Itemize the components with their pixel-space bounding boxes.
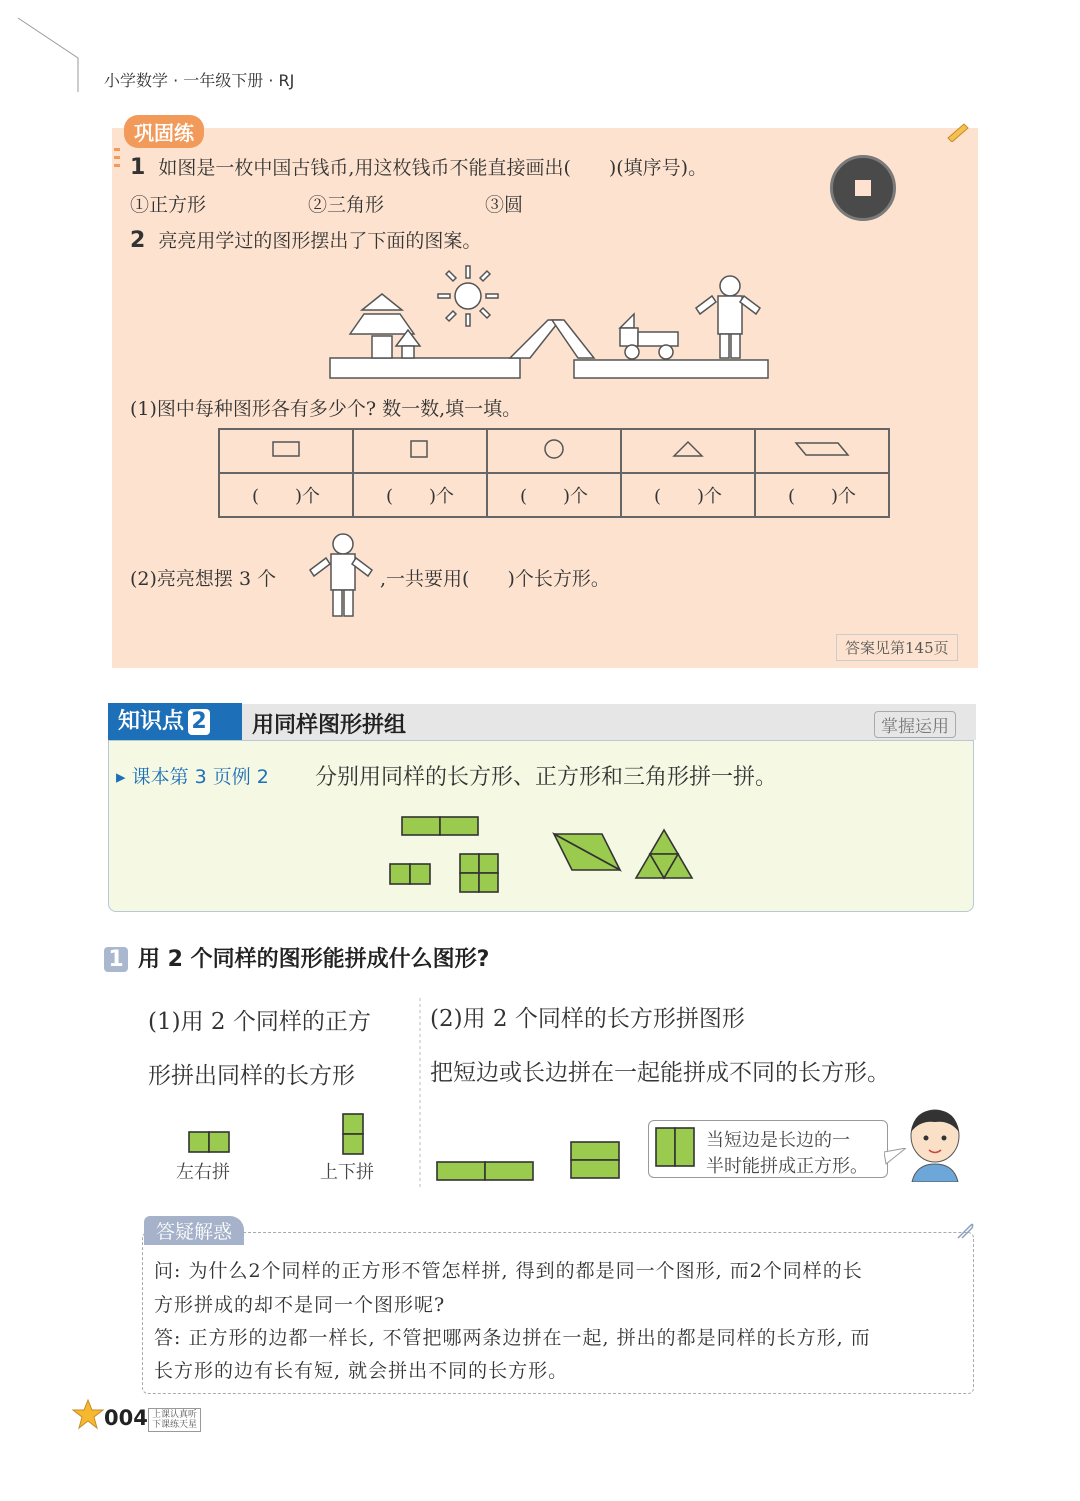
option-2: ②三角形 — [308, 194, 385, 216]
coin-square-hole — [855, 180, 871, 196]
question-number: 2 — [130, 228, 146, 253]
table-row-blanks — [219, 473, 889, 517]
robot-figure — [306, 532, 380, 618]
answer-line-2: 长方形的边有长有短, 就会拼出不同的长方形。 — [154, 1360, 569, 1382]
boy-avatar — [904, 1106, 966, 1182]
question-text: 如图是一枚中国古钱币,用这枚钱币不能直接画出( )(填序号)。 — [158, 157, 708, 179]
tag-dots-decoration — [112, 146, 122, 170]
label-left-right: 左右拼 — [176, 1162, 230, 1183]
knowledge-point-title: 用同样图形拼组 — [252, 713, 407, 738]
slogan-line-2: 下课练天星 — [152, 1420, 198, 1430]
rectangle-combination-shapes — [434, 1138, 626, 1184]
knowledge-point-number: 2 — [188, 709, 210, 735]
coin-image — [830, 155, 896, 221]
sub-question-2-part-b: ,一共要用( )个长方形。 — [380, 568, 610, 590]
section-title: 用 2 个同样的图形能拼成什么图形? — [138, 947, 490, 972]
rectangle-icon — [271, 440, 301, 458]
question-1 — [130, 153, 707, 180]
square-from-rectangles-shape — [654, 1126, 696, 1170]
answer-reference: 答案见第145页 — [836, 634, 958, 661]
circle-cell — [487, 429, 621, 473]
method-1-line-1: (1)用 2 个同样的正方 — [148, 1009, 371, 1035]
square-combination-shapes — [186, 1110, 366, 1156]
rectangle-cell — [219, 429, 353, 473]
textbook-reference: ▸ 课本第 3 页例 2 — [116, 766, 269, 788]
sub-question-2-part-a: (2)亮亮想摆 3 个 — [130, 568, 277, 590]
question-line-2: 方形拼成的却不是同一个图形呢? — [154, 1294, 446, 1316]
answer-line-1: 答: 正方形的边都一样长, 不管把哪两条边拼在一起, 拼出的都是同样的长方形, 而 — [154, 1327, 871, 1349]
shape-count-table — [218, 428, 890, 518]
practice-tag: 巩固练 — [124, 115, 204, 148]
textbook-reference-text: 课本第 3 页例 2 — [131, 766, 269, 788]
parallelogram-cell — [755, 429, 889, 473]
option-1: ①正方形 — [130, 194, 207, 216]
slogan-line-1: 上课认真听 — [152, 1410, 198, 1420]
question-number: 1 — [130, 155, 146, 180]
qa-tag: 答疑解惑 — [144, 1216, 244, 1245]
pencil-icon — [944, 120, 970, 142]
parallelogram-icon — [794, 441, 850, 457]
section-number: 1 — [104, 947, 128, 972]
example-text: 分别用同样的长方形、正方形和三角形拼一拼。 — [315, 765, 778, 790]
triangle-cell — [621, 429, 755, 473]
answer-blank[interactable]: ( )个 — [621, 473, 755, 517]
square-icon — [409, 439, 431, 459]
square-cell — [353, 429, 487, 473]
circle-icon — [542, 438, 566, 460]
book-title: 小学数学 · 一年级下册 · RJ — [104, 71, 295, 90]
section-heading — [104, 942, 489, 973]
table-row-shapes — [219, 429, 889, 473]
question-2 — [130, 226, 481, 253]
answer-blank[interactable]: ( )个 — [755, 473, 889, 517]
bubble-line-1: 当短边是长边的一 — [706, 1130, 850, 1151]
column-divider — [418, 998, 422, 1188]
mastery-badge: 掌握运用 — [874, 711, 956, 738]
question-text: 亮亮用学过的图形摆出了下面的图案。 — [158, 230, 482, 252]
answer-blank[interactable]: ( )个 — [487, 473, 621, 517]
answer-blank[interactable]: ( )个 — [353, 473, 487, 517]
option-3: ③圆 — [485, 194, 524, 216]
footer-slogan — [148, 1408, 201, 1432]
example-shapes-illustration — [380, 812, 710, 898]
knowledge-point-label: 知识点 — [118, 709, 185, 734]
label-up-down: 上下拼 — [320, 1162, 374, 1183]
method-2-line-1: (2)用 2 个同样的长方形拼图形 — [430, 1006, 745, 1032]
question-line-1: 问: 为什么2个同样的正方形不管怎样拼, 得到的都是同一个图形, 而2个同样的长 — [154, 1260, 863, 1282]
page-number: 004 — [104, 1406, 148, 1430]
star-mascot-icon — [72, 1398, 104, 1430]
knowledge-point-tag — [108, 703, 242, 741]
bubble-line-2: 半时能拼成正方形。 — [706, 1156, 868, 1177]
shape-pattern-illustration — [320, 258, 780, 384]
method-2-line-2: 把短边或长边拼在一起能拼成不同的长方形。 — [430, 1060, 890, 1086]
triangle-icon — [672, 440, 704, 458]
page-corner-decoration — [0, 0, 90, 100]
method-1-line-2: 形拼出同样的长方形 — [148, 1063, 355, 1089]
sub-question-1: (1)图中每种图形各有多少个? 数一数,填一填。 — [130, 398, 522, 420]
paperclip-icon — [954, 1220, 976, 1242]
answer-blank[interactable]: ( )个 — [219, 473, 353, 517]
